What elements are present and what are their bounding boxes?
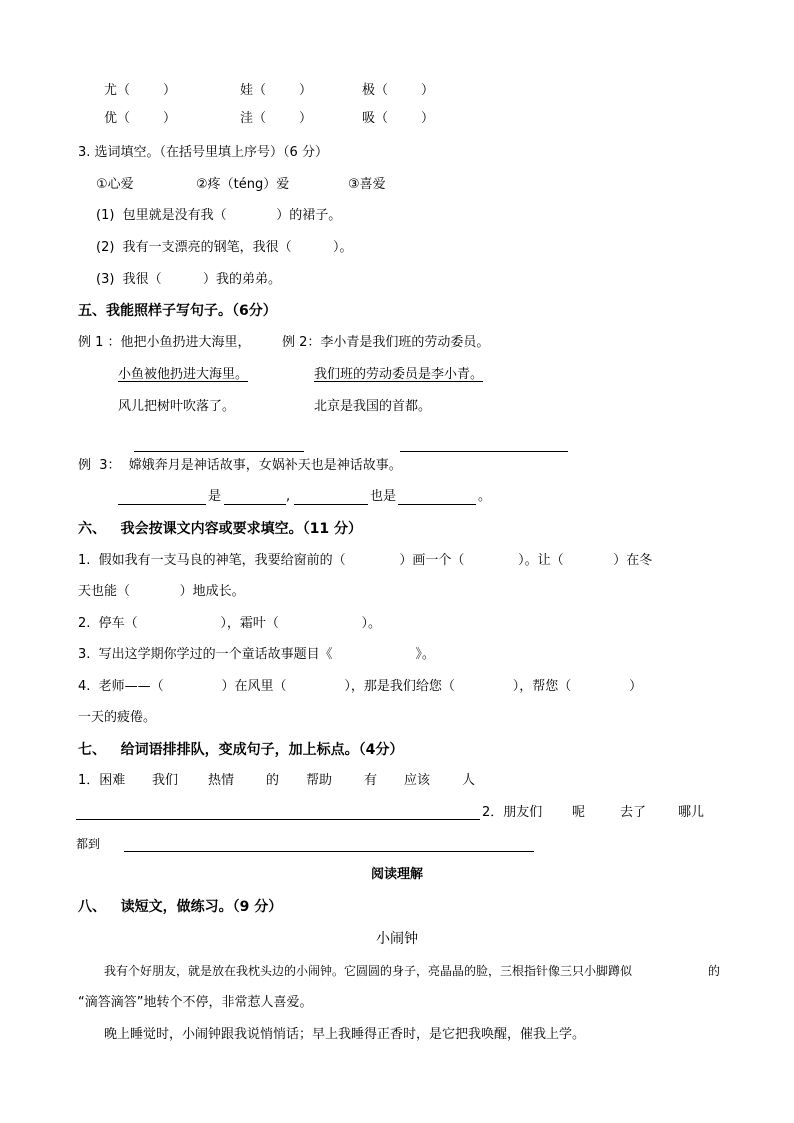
q3-item: (2) 我有一支漂亮的钢笔，我很（ ）。 <box>96 240 353 255</box>
section-7-title: 七、 给词语排排队，变成句子，加上标点。（4分） <box>78 742 404 758</box>
word-tile: 应该 <box>404 773 431 788</box>
word-tile: 去了 <box>620 805 647 820</box>
q3-title: 3. 选词填空。（在括号里填上序号）（6 分） <box>78 145 328 160</box>
char-item: 洼（ ） <box>240 111 313 126</box>
answer-line[interactable] <box>224 504 286 505</box>
section-5-title: 五、我能照样子写句子。（6分） <box>78 303 277 319</box>
s6-q1-line-1: 1. 假如我有一支马良的神笔，我要给窗前的（ ）画一个（ ）。让（ ）在冬 <box>78 553 653 568</box>
word-tile: 都到 <box>76 837 101 851</box>
answer-line[interactable] <box>76 819 480 820</box>
answer-line[interactable] <box>134 451 304 452</box>
example-3-word: 是 <box>208 489 222 504</box>
task-sentence-1: 风儿把树叶吹落了。 <box>118 399 236 414</box>
answer-line[interactable] <box>124 851 534 852</box>
s6-q2: 2. 停车（ ），霜叶（ ）。 <box>78 616 381 631</box>
answer-line[interactable] <box>294 504 368 505</box>
word-tile: 哪儿 <box>678 805 705 820</box>
word-tile: 呢 <box>572 805 586 820</box>
answer-line[interactable] <box>398 504 476 505</box>
word-tile: 我们 <box>152 773 179 788</box>
word-tile: 热情 <box>208 773 235 788</box>
answer-line[interactable] <box>118 504 206 505</box>
example-3-word: 。 <box>478 489 492 504</box>
s6-q3: 3. 写出这学期你学过的一个童话故事题目《 》。 <box>78 647 435 662</box>
reading-heading: 阅读理解 <box>370 867 423 882</box>
char-item: 优（ ） <box>104 111 177 126</box>
example-1-answer: 小鱼被他扔进大海里。 <box>118 367 249 382</box>
s6-q1-line-2: 天也能（ ）地成长。 <box>78 584 245 599</box>
word-tile: 有 <box>364 773 378 788</box>
word-tile: 2．朋友们 <box>482 805 543 820</box>
example-2-label: 例 2：李小青是我们班的劳动委员。 <box>282 335 490 350</box>
word-tile: 1．困难 <box>78 773 126 788</box>
word-tile: 帮助 <box>306 773 333 788</box>
q3-option: ③喜爱 <box>348 177 386 192</box>
example-3-word: 也是 <box>370 489 397 504</box>
q3-item: (3) 我很（ ）我的弟弟。 <box>96 272 282 287</box>
story-paragraph-1-cont: “滴答滴答”地转个不停，非常惹人喜爱。 <box>78 995 313 1010</box>
word-tile: 人 <box>462 773 476 788</box>
section-8-title: 八、 读短文，做练习。（9 分） <box>78 899 283 915</box>
s6-q4-line-2: 一天的疲倦。 <box>78 710 157 725</box>
char-item: 娃（ ） <box>240 83 313 98</box>
char-item: 尤（ ） <box>104 83 177 98</box>
q3-option: ②疼（téng）爱 <box>196 177 290 192</box>
example-1-label: 例 1 ：他把小鱼扔进大海里， <box>78 335 251 350</box>
story-title: 小闹钟 <box>376 931 418 947</box>
q3-item: (1) 包里就是没有我（ ）的裙子。 <box>96 208 342 223</box>
story-paragraph-2: 晚上睡觉时，小闹钟跟我说悄悄话；早上我睡得正香时，是它把我唤醒，催我上学。 <box>104 1027 586 1042</box>
q3-option: ①心爱 <box>96 177 134 192</box>
story-paragraph-1: 我有个好朋友，就是放在我枕头边的小闹钟。它圆圆的身子，亮晶晶的脸，三根指针像三只小脚蹲似 <box>104 964 633 978</box>
s6-q4-line-1: 4. 老师——（ ）在风里（ ），那是我们给您（ ），帮您（ ） <box>78 679 643 694</box>
answer-line[interactable] <box>400 451 568 452</box>
char-item: 极（ ） <box>362 83 435 98</box>
example-3-word: , <box>286 489 291 504</box>
example-3-label: 例 3： 嫦娥奔月是神话故事，女娲补天也是神话故事。 <box>78 458 402 473</box>
section-6-title: 六、 我会按课文内容或要求填空。（11 分） <box>78 521 362 537</box>
char-item: 吸（ ） <box>362 111 435 126</box>
example-2-answer: 我们班的劳动委员是李小青。 <box>314 367 484 382</box>
story-paragraph-1-end: 的 <box>708 964 721 978</box>
word-tile: 的 <box>266 773 280 788</box>
task-sentence-2: 北京是我国的首都。 <box>314 399 432 414</box>
